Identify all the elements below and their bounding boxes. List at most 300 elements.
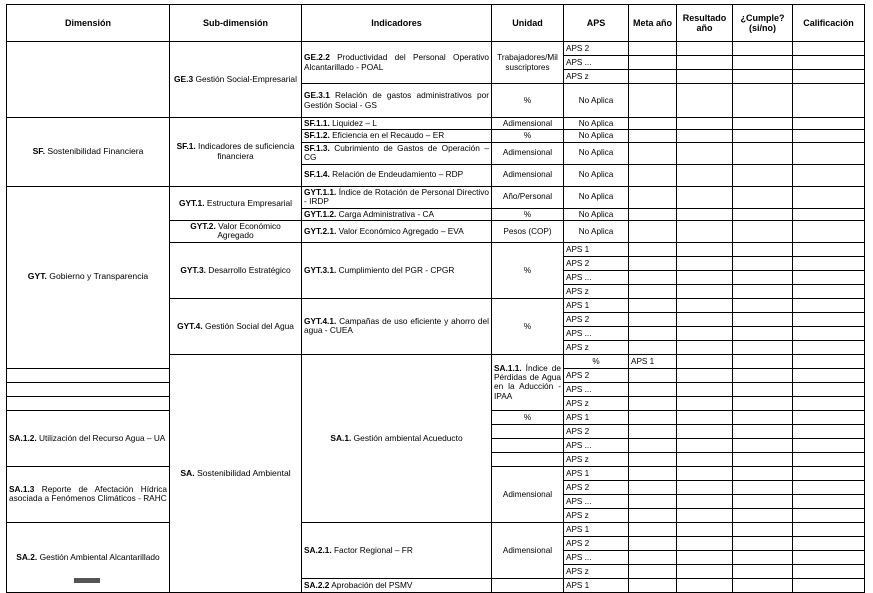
aps-cell: APS 2 — [564, 42, 629, 56]
dimension-code: SA. — [180, 467, 195, 478]
cumple-cell[interactable] — [733, 242, 793, 256]
resultado-ano-cell[interactable] — [677, 242, 733, 256]
meta-ano-cell[interactable] — [629, 368, 677, 382]
cumple-cell[interactable] — [733, 312, 793, 326]
resultado-ano-cell[interactable] — [677, 396, 733, 410]
resultado-ano-cell[interactable] — [677, 466, 733, 480]
cumple-cell[interactable] — [733, 186, 793, 208]
resultado-ano-cell[interactable] — [677, 522, 733, 536]
resultado-ano-cell[interactable] — [677, 550, 733, 564]
cumple-cell[interactable] — [733, 522, 793, 536]
calificacion-cell[interactable] — [793, 564, 865, 578]
subdimension-cell-gyt4 — [170, 298, 302, 354]
cumple-cell[interactable] — [733, 368, 793, 382]
unidad-cell-empty — [7, 382, 170, 396]
resultado-ano-cell[interactable] — [677, 118, 733, 130]
meta-ano-cell[interactable] — [629, 312, 677, 326]
calificacion-cell[interactable] — [793, 466, 865, 480]
meta-ano-cell[interactable] — [629, 410, 677, 424]
resultado-ano-cell[interactable] — [677, 142, 733, 164]
dimension-name: Sostenibilidad Ambiental — [197, 467, 291, 478]
meta-ano-cell[interactable] — [629, 480, 677, 494]
subdimension-name: Estructura Empresarial — [206, 197, 293, 208]
cumple-cell[interactable] — [733, 396, 793, 410]
indicator-text: Factor Regional – FR — [333, 544, 413, 555]
column-header-meta-ano: Meta año — [629, 5, 677, 42]
unidad-cell: % — [492, 130, 564, 142]
calificacion-cell[interactable] — [793, 480, 865, 494]
cumple-cell[interactable] — [733, 84, 793, 118]
aps-cell: APS 2 — [564, 480, 629, 494]
aps-cell: APS ... — [564, 438, 629, 452]
meta-ano-cell[interactable] — [629, 396, 677, 410]
cumple-cell[interactable] — [733, 164, 793, 186]
cumple-cell[interactable] — [733, 208, 793, 220]
resultado-ano-cell[interactable] — [677, 312, 733, 326]
subdimension-name: Gestión Social-Empresarial — [195, 73, 297, 84]
resultado-ano-cell[interactable] — [677, 480, 733, 494]
resultado-ano-cell[interactable] — [677, 42, 733, 56]
calificacion-cell[interactable] — [793, 578, 865, 592]
cumple-cell[interactable] — [733, 42, 793, 56]
aps-cell: APS ... — [564, 494, 629, 508]
unidad-cell: % — [492, 298, 564, 354]
column-header-resultado-ano — [677, 5, 733, 42]
aps-cell: No Aplica — [564, 208, 629, 220]
indicator-cell-sf14 — [302, 164, 492, 186]
resultado-ano-cell[interactable] — [677, 410, 733, 424]
calificacion-cell[interactable] — [793, 410, 865, 424]
unidad-cell-empty — [7, 368, 170, 382]
aps-cell: APS z — [564, 564, 629, 578]
aps-cell: APS 1 — [564, 242, 629, 256]
aps-cell: APS ... — [564, 56, 629, 70]
indicator-code: GYT.4.1. — [304, 316, 337, 327]
unidad-cell-empty — [492, 452, 564, 466]
meta-ano-cell[interactable] — [629, 142, 677, 164]
calificacion-cell[interactable] — [793, 142, 865, 164]
dimension-cell-continued — [7, 42, 170, 118]
calificacion-cell[interactable] — [793, 536, 865, 550]
resultado-ano-cell[interactable] — [677, 368, 733, 382]
indicator-text: Utilización del Recurso Agua – UA — [38, 432, 166, 443]
meta-ano-cell[interactable] — [629, 522, 677, 536]
calificacion-cell[interactable] — [793, 298, 865, 312]
aps-cell: No Aplica — [564, 186, 629, 208]
cumple-cell[interactable] — [733, 452, 793, 466]
meta-ano-cell[interactable] — [629, 118, 677, 130]
column-header-unidad: Unidad — [492, 5, 564, 42]
resultado-ano-cell[interactable] — [677, 220, 733, 242]
calificacion-cell[interactable] — [793, 164, 865, 186]
unidad-cell: Adimensional — [492, 142, 564, 164]
cumple-cell[interactable] — [733, 142, 793, 164]
resultado-ano-cell[interactable] — [677, 424, 733, 438]
indicator-text: Eficiencia en el Recaudo – ER — [332, 130, 445, 141]
meta-ano-cell[interactable] — [629, 84, 677, 118]
resultado-ano-cell[interactable] — [677, 326, 733, 340]
cumple-line2: (si/no) — [749, 23, 776, 33]
aps-cell: No Aplica — [564, 118, 629, 130]
indicator-text: Valor Económico Agregado – EVA — [338, 225, 464, 236]
aps-cell: APS 2 — [564, 312, 629, 326]
indicator-cell-gyt31 — [302, 242, 492, 298]
dimension-cell-sa — [170, 354, 302, 592]
aps-cell: No Aplica — [564, 220, 629, 242]
resultado-ano-cell[interactable] — [677, 284, 733, 298]
indicator-text: Campañas de uso eficiente y ahorro del agua - CUEA — [304, 316, 489, 336]
aps-cell: APS 1 — [564, 466, 629, 480]
meta-ano-cell[interactable] — [629, 186, 677, 208]
calificacion-cell[interactable] — [793, 220, 865, 242]
cumple-cell[interactable] — [733, 494, 793, 508]
calificacion-cell[interactable] — [793, 340, 865, 354]
resultado-ano-cell[interactable] — [677, 208, 733, 220]
subdimension-cell-sf1 — [170, 118, 302, 187]
indicator-code: GYT.1.1. — [304, 186, 337, 197]
unidad-cell-empty — [492, 578, 564, 592]
table-header-row — [7, 5, 865, 42]
meta-ano-cell[interactable] — [629, 284, 677, 298]
indicator-text: Liquidez – L — [332, 118, 377, 128]
resultado-ano-cell[interactable] — [677, 70, 733, 84]
column-header-indicadores: Indicadores — [302, 5, 492, 42]
cumple-cell[interactable] — [733, 340, 793, 354]
indicator-code: SF.1.4. — [304, 169, 330, 180]
unidad-cell: Adimensional — [492, 164, 564, 186]
resultado-ano-cell[interactable] — [677, 494, 733, 508]
cumple-cell[interactable] — [733, 466, 793, 480]
meta-ano-cell[interactable] — [629, 130, 677, 142]
calificacion-cell[interactable] — [793, 256, 865, 270]
aps-cell: No Aplica — [564, 142, 629, 164]
meta-ano-cell[interactable] — [629, 382, 677, 396]
meta-ano-cell[interactable] — [629, 494, 677, 508]
resultado-ano-cell[interactable] — [677, 298, 733, 312]
meta-ano-cell[interactable] — [629, 242, 677, 256]
aps-cell: APS z — [564, 284, 629, 298]
indicator-cell-gyt12 — [302, 208, 492, 220]
subdimension-code: SA.1. — [330, 432, 352, 443]
resultado-ano-cell[interactable] — [677, 84, 733, 118]
aps-cell: No Aplica — [564, 164, 629, 186]
resultado-ano-cell[interactable] — [677, 564, 733, 578]
calificacion-cell[interactable] — [793, 550, 865, 564]
indicator-text: Productividad del Personal Operativo Alcantarillado - POAL — [304, 52, 489, 72]
indicator-code: SF.1.3. — [304, 142, 330, 153]
indicator-cell-sa13 — [7, 466, 170, 522]
dimension-code: SF. — [32, 145, 45, 156]
subdimension-code: GYT.2. — [190, 220, 216, 231]
column-header-subdimension: Sub-dimensión — [170, 5, 302, 42]
subdimension-cell-ge3 — [170, 42, 302, 118]
aps-cell: APS 2 — [564, 256, 629, 270]
indicator-text: Índice de Rotación de Personal Directivo - IRDP — [304, 186, 490, 207]
subdimension-name: Gestión ambiental Acueducto — [353, 432, 463, 443]
indicator-code: SF.1.2. — [304, 130, 330, 141]
indicator-cell-sa21 — [302, 522, 492, 578]
meta-ano-cell[interactable] — [629, 564, 677, 578]
unidad-cell: % — [492, 410, 564, 424]
subdimension-code: GYT.3. — [180, 264, 206, 275]
unidad-cell: Adimensional — [492, 522, 564, 578]
subdimension-code: SF.1. — [176, 141, 196, 152]
aps-cell: APS 2 — [564, 536, 629, 550]
subdimension-cell-gyt3 — [170, 242, 302, 298]
meta-ano-cell[interactable] — [629, 298, 677, 312]
aps-cell: APS z — [564, 452, 629, 466]
indicator-code: SA.1.1. — [494, 362, 522, 373]
meta-ano-cell[interactable] — [629, 208, 677, 220]
cumple-cell[interactable] — [733, 480, 793, 494]
indicator-text: Relación de Endeudamiento – RDP — [332, 169, 464, 180]
dimension-name: Gobierno y Transparencia — [49, 271, 149, 282]
cumple-cell[interactable] — [733, 508, 793, 522]
table-row — [7, 42, 865, 56]
calificacion-cell[interactable] — [793, 424, 865, 438]
calificacion-cell[interactable] — [793, 522, 865, 536]
indicator-code: SA.1.3 — [9, 484, 35, 495]
meta-ano-cell[interactable] — [629, 452, 677, 466]
cumple-cell[interactable] — [733, 564, 793, 578]
meta-ano-cell[interactable] — [629, 536, 677, 550]
subdimension-code: GE.3 — [174, 73, 194, 84]
aps-cell: APS ... — [564, 382, 629, 396]
table-row — [7, 118, 865, 130]
column-header-aps: APS — [564, 5, 629, 42]
subdimension-cell-gyt1 — [170, 186, 302, 220]
resultado-ano-cell[interactable] — [677, 508, 733, 522]
unidad-cell: Trabajadores/Mil suscriptores — [492, 42, 564, 84]
aps-cell: APS z — [564, 70, 629, 84]
cumple-cell[interactable] — [733, 578, 793, 592]
indicator-code: SF.1.1. — [304, 118, 330, 128]
page-footer-marker — [74, 578, 100, 583]
column-header-cumple — [733, 5, 793, 42]
calificacion-cell[interactable] — [793, 242, 865, 256]
calificacion-cell[interactable] — [793, 508, 865, 522]
subdimension-code: GYT.1. — [178, 197, 205, 208]
unidad-cell: Pesos (COP) — [492, 220, 564, 242]
calificacion-cell[interactable] — [793, 312, 865, 326]
cumple-cell[interactable] — [733, 256, 793, 270]
meta-ano-cell[interactable] — [629, 42, 677, 56]
aps-cell: APS z — [564, 508, 629, 522]
subdimension-code: GYT.4. — [177, 320, 203, 331]
calificacion-cell[interactable] — [793, 42, 865, 56]
aps-cell: APS 2 — [564, 424, 629, 438]
resultado-ano-cell[interactable] — [677, 130, 733, 142]
unidad-cell: Adimensional — [492, 466, 564, 522]
meta-ano-cell[interactable] — [629, 326, 677, 340]
aps-cell: APS 1 — [629, 354, 677, 368]
cumple-cell[interactable] — [733, 438, 793, 452]
subdimension-name: Gestión Social del Agua — [205, 320, 294, 331]
subdimension-cell-gyt2 — [170, 220, 302, 242]
subdimension-name: Valor Económico Agregado — [217, 220, 281, 241]
indicator-cell-sf13 — [302, 142, 492, 164]
indicator-cell-gyt41 — [302, 298, 492, 354]
indicator-cell-ge22 — [302, 42, 492, 84]
meta-ano-cell[interactable] — [629, 466, 677, 480]
indicator-code: GE.2.2 — [304, 52, 330, 63]
cumple-cell[interactable] — [733, 326, 793, 340]
indicator-cell-gyt11 — [302, 186, 492, 208]
column-header-dimension: Dimensión — [7, 5, 170, 42]
calificacion-cell[interactable] — [793, 284, 865, 298]
aps-cell: APS 1 — [564, 298, 629, 312]
indicator-code: SA.2.2 — [304, 579, 330, 590]
resultado-ano-cell[interactable] — [677, 452, 733, 466]
indicator-matrix-table — [6, 4, 865, 593]
calificacion-cell[interactable] — [793, 70, 865, 84]
cumple-cell[interactable] — [793, 354, 865, 368]
resultado-ano-cell[interactable] — [677, 256, 733, 270]
indicator-text: Reporte de Afectación Hídrica asociada a Fenómenos Climáticos - RAHC — [9, 484, 167, 504]
resultado-ano-cell[interactable] — [677, 164, 733, 186]
table-row — [7, 522, 865, 536]
meta-ano-cell[interactable] — [629, 340, 677, 354]
resultado-ano-cell[interactable] — [677, 186, 733, 208]
resultado-line1: Resultado — [682, 12, 727, 23]
column-header-calificacion: Calificación — [793, 5, 865, 42]
unidad-cell: % — [492, 208, 564, 220]
cumple-cell[interactable] — [733, 270, 793, 284]
resultado-ano-cell[interactable] — [677, 438, 733, 452]
cumple-cell[interactable] — [733, 284, 793, 298]
subdimension-code: SA.2. — [16, 551, 38, 562]
subdimension-name: Gestión Ambiental Alcantarillado — [39, 551, 160, 562]
meta-ano-cell[interactable] — [629, 438, 677, 452]
indicator-cell-sa22 — [302, 578, 492, 592]
resultado-ano-cell[interactable] — [677, 536, 733, 550]
indicator-cell-gyt21 — [302, 220, 492, 242]
resultado-line2: año — [696, 23, 713, 33]
unidad-cell-empty — [492, 438, 564, 452]
calificacion-cell[interactable] — [793, 368, 865, 382]
indicator-cell-sf11 — [302, 118, 492, 130]
cumple-cell[interactable] — [733, 424, 793, 438]
meta-ano-cell[interactable] — [629, 508, 677, 522]
aps-cell: APS z — [564, 340, 629, 354]
indicator-code: GE.3.1 — [304, 90, 330, 101]
indicator-text: Índice de Pérdidas de Agua en la Aducción - IPAA — [494, 362, 561, 401]
aps-cell: APS ... — [564, 326, 629, 340]
meta-ano-cell[interactable] — [629, 256, 677, 270]
cumple-cell[interactable] — [733, 70, 793, 84]
resultado-ano-cell[interactable] — [677, 270, 733, 284]
indicator-code: SA.1.2. — [9, 432, 37, 443]
cumple-cell[interactable] — [733, 382, 793, 396]
resultado-ano-cell[interactable] — [677, 340, 733, 354]
meta-ano-cell[interactable] — [629, 550, 677, 564]
aps-cell: APS 2 — [564, 368, 629, 382]
calificacion-cell[interactable] — [793, 452, 865, 466]
indicator-text: Carga Administrativa - CA — [338, 208, 435, 219]
meta-ano-cell[interactable] — [629, 270, 677, 284]
aps-cell: APS 1 — [564, 410, 629, 424]
subdimension-name: Indicadores de suficiencia financiera — [198, 141, 295, 161]
indicator-cell-sa11 — [492, 354, 564, 410]
indicator-code: GYT.1.2. — [304, 208, 337, 219]
calificacion-cell[interactable] — [793, 208, 865, 220]
indicator-code: GYT.2.1. — [304, 225, 337, 236]
unidad-cell: % — [492, 242, 564, 298]
calificacion-cell[interactable] — [793, 118, 865, 130]
calificacion-cell[interactable] — [793, 382, 865, 396]
dimension-code: GYT. — [27, 271, 47, 282]
calificacion-cell[interactable] — [793, 56, 865, 70]
resultado-ano-cell[interactable] — [733, 354, 793, 368]
calificacion-cell[interactable] — [793, 130, 865, 142]
indicator-cell-sa12 — [7, 410, 170, 466]
indicator-cell-ge31 — [302, 84, 492, 118]
unidad-cell: % — [492, 84, 564, 118]
aps-cell: No Aplica — [564, 130, 629, 142]
cumple-cell[interactable] — [733, 130, 793, 142]
cumple-cell[interactable] — [733, 298, 793, 312]
indicator-text: Cumplimiento del PGR - CPGR — [338, 264, 455, 275]
dimension-cell-gyt — [7, 186, 170, 368]
cumple-cell[interactable] — [733, 550, 793, 564]
resultado-ano-cell[interactable] — [677, 382, 733, 396]
resultado-ano-cell[interactable] — [677, 578, 733, 592]
aps-cell: APS ... — [564, 550, 629, 564]
meta-ano-cell[interactable] — [629, 424, 677, 438]
calificacion-cell[interactable] — [793, 326, 865, 340]
aps-cell: APS ... — [564, 270, 629, 284]
calificacion-cell[interactable] — [793, 186, 865, 208]
cumple-cell[interactable] — [733, 56, 793, 70]
meta-ano-cell[interactable] — [629, 164, 677, 186]
aps-cell: APS 1 — [564, 522, 629, 536]
meta-ano-cell[interactable] — [629, 578, 677, 592]
indicator-matrix-sheet — [6, 4, 864, 593]
dimension-cell-sf — [7, 118, 170, 187]
resultado-ano-cell[interactable] — [677, 56, 733, 70]
subdimension-name: Desarrollo Estratégico — [208, 264, 291, 275]
cumple-line1: ¿Cumple? — [740, 12, 785, 23]
unidad-cell: Adimensional — [492, 118, 564, 130]
indicator-cell-sf12 — [302, 130, 492, 142]
indicator-code: GYT.3.1. — [304, 264, 337, 275]
meta-ano-cell[interactable] — [629, 56, 677, 70]
cumple-cell[interactable] — [733, 536, 793, 550]
calificacion-cell[interactable] — [793, 84, 865, 118]
dimension-name: Sostenibilidad Financiera — [47, 145, 144, 156]
calificacion-cell[interactable] — [793, 396, 865, 410]
cumple-cell[interactable] — [733, 410, 793, 424]
meta-ano-cell[interactable] — [629, 70, 677, 84]
cumple-cell[interactable] — [733, 220, 793, 242]
unidad-cell: % — [564, 354, 629, 368]
calificacion-cell[interactable] — [793, 270, 865, 284]
aps-cell: APS 1 — [564, 578, 629, 592]
calificacion-cell[interactable] — [793, 438, 865, 452]
meta-ano-cell[interactable] — [677, 354, 733, 368]
unidad-cell-empty — [492, 424, 564, 438]
unidad-cell-empty — [7, 396, 170, 410]
cumple-cell[interactable] — [733, 118, 793, 130]
calificacion-cell[interactable] — [793, 494, 865, 508]
aps-cell: No Aplica — [564, 84, 629, 118]
meta-ano-cell[interactable] — [629, 220, 677, 242]
aps-cell: APS z — [564, 396, 629, 410]
indicator-text: Relación de gastos administrativos por Gestión Social - GS — [304, 90, 489, 110]
indicator-text: Cubrimiento de Gastos de Operación – CG — [304, 142, 489, 163]
subdimension-cell-sa1 — [302, 354, 492, 522]
indicator-code: SA.2.1. — [304, 544, 332, 555]
